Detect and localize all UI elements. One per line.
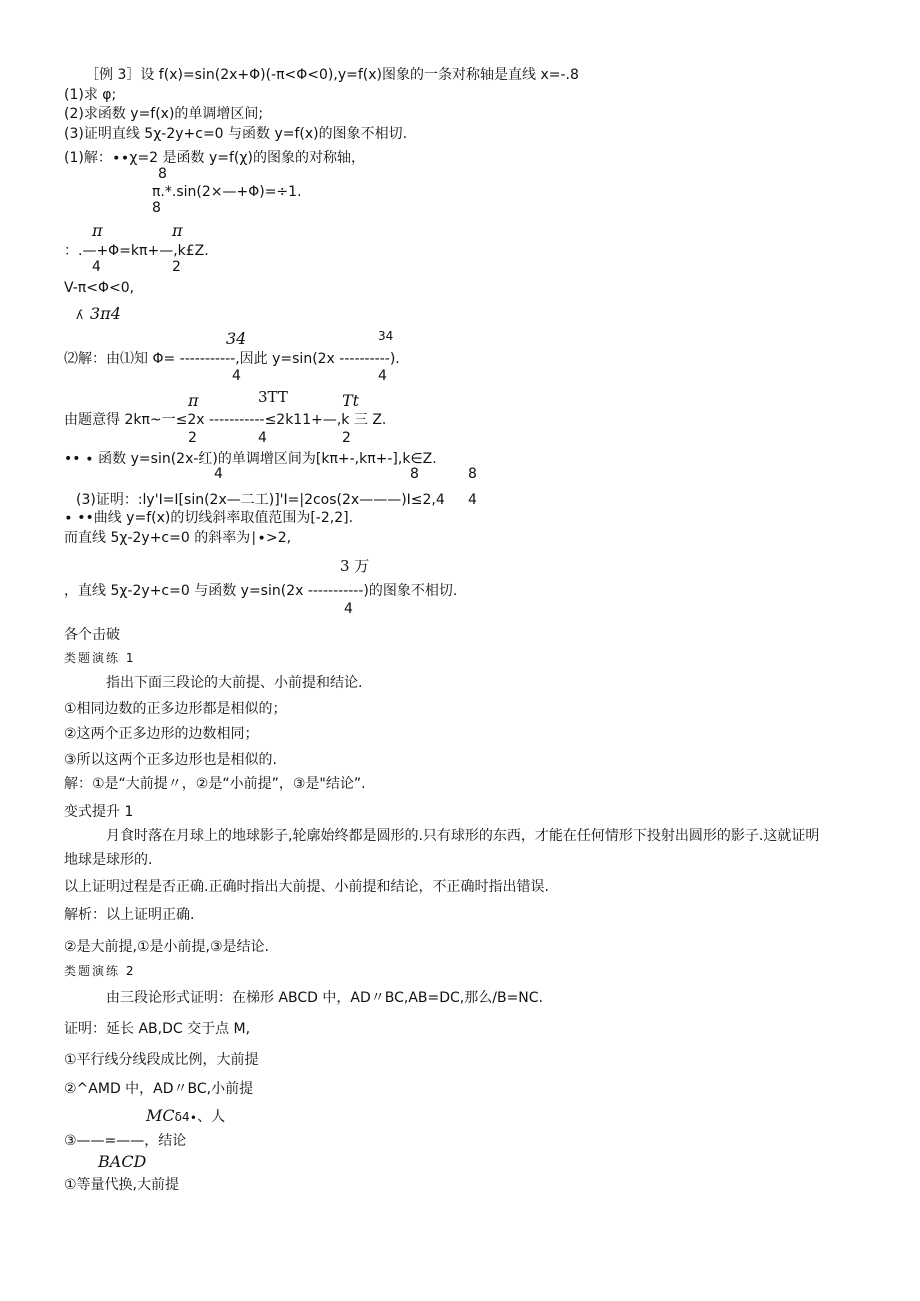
solution-2-line-2: 由题意得 2kπ~一≤2x -----------≤2k11+—,k 三 Z. bbox=[64, 412, 387, 428]
fraction-numerator-suffix: 、人 bbox=[197, 1109, 226, 1125]
solution-1-denominator-1: 8 bbox=[158, 166, 167, 182]
variant-1-text-2: 地球是球形的. bbox=[64, 852, 153, 868]
solution-2-line-3: •• ∙ 函数 y=sin(2x-红)的单调增区间为[kπ+-,kπ+-],k∈Z. bbox=[64, 451, 437, 467]
practice-2-fraction-numerator bbox=[146, 1106, 225, 1126]
solution-1-denominator-2: 8 bbox=[152, 200, 161, 216]
practice-2-step-2: ②^AMD 中，AD〃BC,小前提 bbox=[64, 1081, 254, 1097]
question-1: (1)求 φ; bbox=[64, 87, 117, 103]
practice-2-step-4: ①等量代换,大前提 bbox=[64, 1177, 180, 1193]
practice-2-proof-intro: 证明：延长 AB,DC 交于点 M, bbox=[64, 1021, 251, 1037]
variant-1-answer-2: ②是大前提,①是小前提,③是结论. bbox=[64, 939, 270, 955]
solution-2-denominator-e: 2 bbox=[342, 430, 351, 446]
practice-2-fraction-denominator: BACD bbox=[98, 1152, 147, 1171]
variant-1-answer: 解析：以上证明正确. bbox=[64, 907, 195, 923]
solution-3-line-3: 而直线 5χ-2y+c=0 的斜率为∣∙>2, bbox=[64, 530, 292, 546]
practice-2-step-1: ①平行线分线段成比例，大前提 bbox=[64, 1052, 259, 1068]
solution-1-line-4: V-π<Φ<0, bbox=[64, 280, 135, 296]
solution-3-line-1-tail: 4 bbox=[468, 492, 477, 508]
solution-2-denominator-b: 4 bbox=[378, 368, 387, 384]
solution-3-line-2: ∙ ••曲线 y=f(x)的切线斜率取值范围为[-2,2]. bbox=[64, 510, 354, 526]
question-3: (3)证明直线 5χ-2y+c=0 与函数 y=f(x)的图象不相切. bbox=[64, 126, 408, 142]
solution-3-denominator: 4 bbox=[344, 601, 353, 617]
section-heading: 各个击破 bbox=[64, 627, 120, 643]
example-title: ［例 3］设 f(x)=sin(2x+Φ)(-π<Φ<0),y=f(x)图象的一条对称轴是直线 x=-.8 bbox=[85, 67, 579, 83]
solution-3-line-4: ，直线 5χ-2y+c=0 与函数 y=sin(2x -----------)的图象不相切. bbox=[64, 583, 458, 599]
solution-1-line-2: π.*.sin(2×—+Φ)=÷1. bbox=[152, 184, 302, 200]
practice-1-item-2: ②这两个正多边形的边数相同； bbox=[64, 726, 259, 742]
solution-2-line-1: ⑵解：由⑴知 Φ= -----------,因此 y=sin(2x ----------). bbox=[64, 351, 400, 367]
solution-2-denominator-a: 4 bbox=[232, 368, 241, 384]
practice-2-step-3: ③——=——，结论 bbox=[64, 1133, 187, 1149]
question-2: (2)求函数 y=f(x)的单调增区间; bbox=[64, 106, 264, 122]
solution-1-denominator-a: 4 bbox=[92, 259, 101, 275]
practice-1-item-3: ③所以这两个正多边形也是相似的. bbox=[64, 752, 278, 768]
solution-2-numerator-d: 3TT bbox=[258, 388, 288, 406]
solution-1-result: 3π4 bbox=[90, 304, 121, 323]
variant-1-label: 变式提升 1 bbox=[64, 804, 134, 820]
solution-2-denominator-d: 4 bbox=[258, 430, 267, 446]
solution-1-line-3: ：.—+Φ=kπ+—,k£Z. bbox=[64, 243, 209, 259]
solution-2-denominator-c: 2 bbox=[188, 430, 197, 446]
solution-1-denominator-b: 2 bbox=[172, 259, 181, 275]
variant-1-text-1: 月食时落在月球上的地球影子,轮廓始终都是圆形的.只有球形的东西，才能在任何情形下投射出圆形的影子.这就证明 bbox=[106, 828, 820, 844]
solution-2-denominator-f: 4 bbox=[214, 466, 223, 482]
practice-1-task: 指出下面三段论的大前提、小前提和结论. bbox=[106, 675, 363, 691]
practice-2-task: 由三段论形式证明：在梯形 ABCD 中，AD〃BC,AB=DC,那么/B=NC. bbox=[106, 990, 543, 1006]
solution-3-numerator: 3 万 bbox=[340, 557, 370, 575]
fraction-numerator-subscript: δ4∙ bbox=[174, 1110, 198, 1124]
solution-2-numerator-c: π bbox=[188, 391, 199, 410]
solution-1-numerator-b: π bbox=[172, 221, 183, 240]
practice-1-label: 类题演练 1 bbox=[64, 651, 136, 665]
solution-1-numerator-a: π bbox=[92, 221, 103, 240]
solution-1-mark: ʎ bbox=[76, 308, 84, 322]
practice-1-item-1: ①相同边数的正多边形都是相似的； bbox=[64, 701, 287, 717]
solution-3-line-1: (3)证明：:ly'I=I[sin(2x—二工)]'I=|2cos(2x———)I≤2,4 bbox=[76, 492, 445, 508]
solution-2-numerator-e: Tt bbox=[342, 391, 360, 410]
fraction-numerator-term: MC bbox=[146, 1106, 175, 1125]
solution-2-numerator-b: 34 bbox=[378, 329, 394, 343]
solution-2-numerator-a: 34 bbox=[226, 329, 247, 348]
solution-2-denominator-h: 8 bbox=[468, 466, 477, 482]
solution-2-denominator-g: 8 bbox=[410, 466, 419, 482]
variant-1-text-3: 以上证明过程是否正确.正确时指出大前提、小前提和结论，不正确时指出错误. bbox=[64, 879, 549, 895]
practice-1-answer: 解：①是“大前提〃，②是“小前提”，③是"结论”. bbox=[64, 776, 366, 792]
solution-1-line-1: (1)解：∙∙χ=2 是函数 y=f(χ)的图象的对称轴， bbox=[64, 150, 365, 166]
practice-2-label: 类题演练 2 bbox=[64, 964, 136, 978]
